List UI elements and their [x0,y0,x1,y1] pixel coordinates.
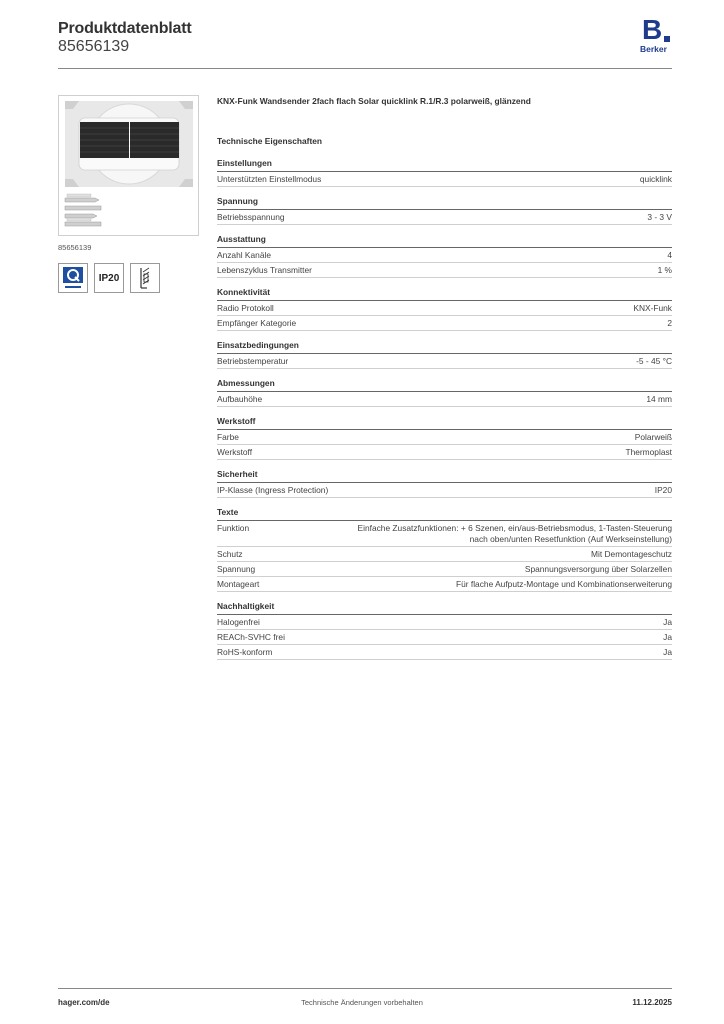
spec-value: 2 [667,318,672,328]
spec-label: Aufbauhöhe [217,394,263,404]
section-title: Ausstattung [217,234,672,248]
spec-label: Spannung [217,564,256,574]
spec-section [217,287,672,331]
spec-value: 3 - 3 V [647,212,672,222]
spec-section [217,234,672,278]
product-image [58,95,199,236]
spec-label: Betriebstemperatur [217,356,289,366]
spec-section [217,507,672,592]
spec-row [217,483,672,498]
spec-row [217,172,672,187]
spec-row [217,615,672,630]
spec-section [217,378,672,407]
spec-value: Für flache Aufputz-Montage und Kombinationserweiterung [455,579,672,589]
spec-section [217,158,672,187]
section-title: Konnektivität [217,287,672,301]
product-number: 85656139 [58,38,130,55]
spec-value: KNX-Funk [633,303,672,313]
spec-value: Mit Demontageschutz [591,549,672,559]
spec-label: REACh-SVHC frei [217,632,285,642]
spec-row [217,316,672,331]
spec-row [217,354,672,369]
section-title: Spannung [217,196,672,210]
spec-row [217,521,672,547]
spec-row [217,263,672,278]
spec-value: Ja [663,632,672,642]
spec-section [217,416,672,460]
spec-row [217,445,672,460]
spec-value: Ja [663,647,672,657]
spec-label: Anzahl Kanäle [217,250,272,260]
spec-section [217,601,672,660]
spec-row [217,562,672,577]
spec-label: Montageart [217,579,260,589]
spec-value: quicklink [639,174,672,184]
spec-label: Betriebsspannung [217,212,285,222]
badge-row [58,263,160,293]
footer-date: 11.12.2025 [632,998,672,1007]
spec-label: Halogenfrei [217,617,260,627]
section-title: Einstellungen [217,158,672,172]
ip20-label: IP20 [98,272,120,284]
footer-url: hager.com/de [58,998,110,1007]
page-title: Produktdatenblatt [58,20,192,37]
berker-logo [640,16,676,54]
spec-label: Werkstoff [217,447,253,457]
spec-value: Thermoplast [625,447,672,457]
spec-value: Einfache Zusatzfunktionen: + 6 Szenen, ein/aus-Betriebsmodus, 1-Tasten-Steuerung nach oben/unten Resetfunktion (Auf Werkseinstellung) [357,523,672,544]
spec-label: Empfänger Kategorie [217,318,297,328]
spec-row [217,430,672,445]
spec-row [217,577,672,592]
spec-label: Radio Protokoll [217,303,274,313]
spec-label: Farbe [217,432,239,442]
section-title: Nachhaltigkeit [217,601,672,615]
tech-section-title: Technische Eigenschaften [217,136,323,146]
spec-content [217,96,672,669]
logo-letter: B [642,14,663,45]
spec-row [217,392,672,407]
section-title: Einsatzbedingungen [217,340,672,354]
logo-dot [664,36,670,42]
surface-mount-icon [130,263,160,293]
spec-value: IP20 [654,485,672,495]
spec-label: Lebenszyklus Transmitter [217,265,312,275]
image-caption: 85656139 [58,243,92,252]
header-divider [58,68,672,69]
spec-row [217,645,672,660]
spec-value: 4 [667,250,672,260]
spec-row [217,630,672,645]
spec-row [217,210,672,225]
ip20-icon [94,263,124,293]
spec-value: Spannungsversorgung über Solarzellen [524,564,672,574]
spec-label: Funktion [217,523,250,533]
spec-value: Ja [663,617,672,627]
spec-value: 14 mm [646,394,672,404]
footer-divider [58,988,672,989]
section-title: Texte [217,507,672,521]
spec-label: Unterstützten Einstellmodus [217,174,322,184]
logo-brand: Berker [640,44,667,54]
section-title: Sicherheit [217,469,672,483]
spec-section [217,340,672,369]
spec-value: Polarweiß [634,432,672,442]
spec-value: 1 % [657,265,672,275]
spec-sections [217,158,672,660]
spec-row [217,248,672,263]
section-title: Werkstoff [217,416,672,430]
spec-section [217,469,672,498]
spec-value: -5 - 45 °C [636,356,672,366]
section-title: Abmessungen [217,378,672,392]
product-title: KNX-Funk Wandsender 2fach flach Solar quicklink R.1/R.3 polarweiß, glänzend [217,96,531,106]
spec-section [217,196,672,225]
spec-label: IP-Klasse (Ingress Protection) [217,485,329,495]
spec-row [217,301,672,316]
spec-row [217,547,672,562]
spec-label: RoHS-konform [217,647,273,657]
spec-label: Schutz [217,549,243,559]
footer-note: Technische Änderungen vorbehalten [301,998,423,1007]
quicklink-icon [58,263,88,293]
